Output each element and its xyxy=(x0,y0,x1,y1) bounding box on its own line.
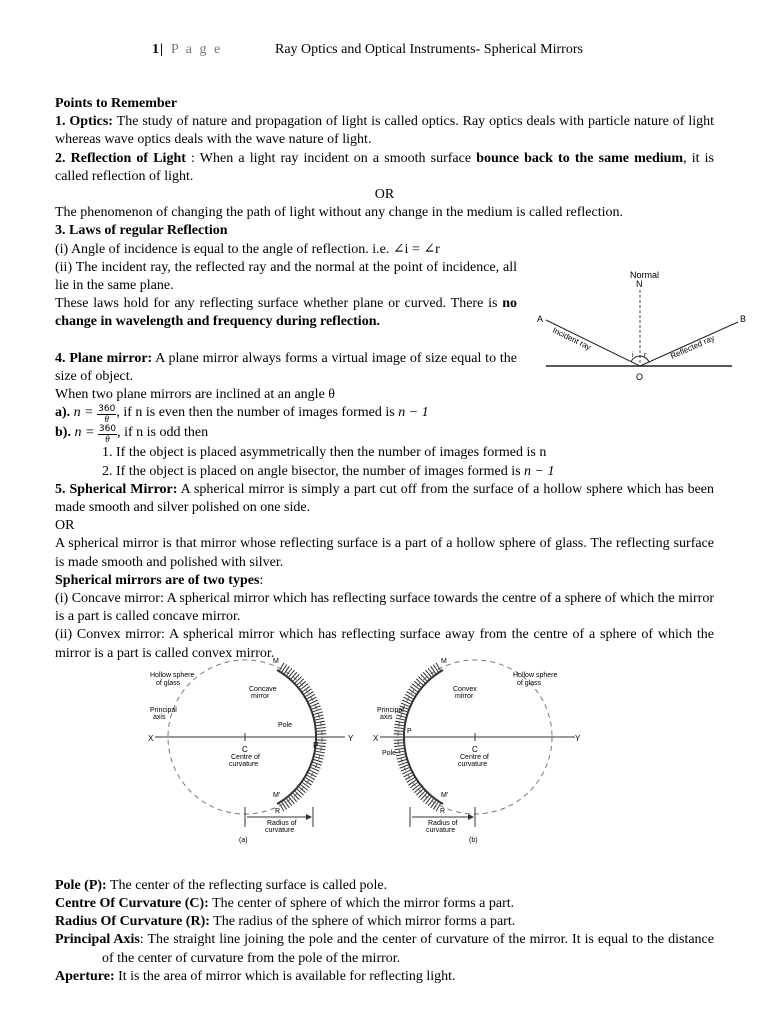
label-c-b: C xyxy=(472,744,478,754)
concave-mirror-diagram xyxy=(148,658,354,844)
pole-label-b: Pole xyxy=(382,749,397,757)
pole-label-a: Pole xyxy=(278,721,293,729)
label-incident-ray: Incident ray xyxy=(551,325,593,352)
radius-label-a2: curvature xyxy=(265,826,295,834)
case-1: 1. If the object is placed asymmetrically then the number of images formed is n xyxy=(102,445,547,461)
centre-label-b1: Centre of xyxy=(460,753,489,761)
fraction-b: $\frac{360}{\theta}$ xyxy=(98,424,117,445)
convex-definition: (ii) Convex mirror: A spherical mirror which has reflecting surface away from the centre of a sphere of which the mirror is a part is called convex mirror. xyxy=(55,627,714,661)
centre-label-b2: curvature xyxy=(458,760,488,768)
label-o: O xyxy=(636,372,644,382)
label-c-a: C xyxy=(242,744,248,754)
label-m-a: M xyxy=(273,657,279,665)
laws-heading: 3. Laws of regular Reflection xyxy=(55,223,228,239)
axis-definition: Principal Axis: The straight line joining the pole and the center of curvature of the mirror. It is equal to the distance of the center of curvature from the pole of the mirror. xyxy=(55,932,714,966)
label-r-a: R xyxy=(275,807,281,815)
formula-a: a). n = $\frac{360}{\theta}$ , if n is even then the number of images formed is n − 1 xyxy=(55,404,429,425)
label-m2-b: M' xyxy=(441,791,449,799)
concave-label-1: Concave xyxy=(249,685,277,693)
spherical-mirrors-figure xyxy=(55,657,714,863)
section-heading: Points to Remember xyxy=(55,96,178,111)
label-r-b: R xyxy=(440,807,446,815)
principal-label-a1: Principal xyxy=(150,706,177,714)
reflection-alt: The phenomenon of changing the path of light without any change in the medium is called reflection. xyxy=(55,205,624,221)
caption-a: (a) xyxy=(239,836,248,844)
hollow-label-b2: of glass xyxy=(517,679,542,687)
centre-label-a1: Centre of xyxy=(231,753,260,761)
hollow-label-a2: of glass xyxy=(156,679,181,687)
hollow-label-a1: Hollow sphere xyxy=(150,671,195,679)
law-2: (ii) The incident ray, the reflected ray and the normal at the point of incidence, all lie in the same plane. xyxy=(55,259,517,294)
principal-label-b2: axis xyxy=(380,713,393,721)
page-word: P a g e xyxy=(171,42,223,57)
or-divider: OR xyxy=(374,187,395,203)
aperture-definition: Aperture: It is the area of mirror which is available for reflecting light. xyxy=(55,968,456,984)
label-normal: Normal xyxy=(630,270,660,280)
page-number: 1 xyxy=(152,42,159,57)
convex-mirror-diagram xyxy=(373,658,581,844)
reflection-label: 2. Reflection of Light xyxy=(55,150,186,166)
label-b: B xyxy=(740,314,747,324)
reflection-paragraph: 2. Reflection of Light : When a light ray incident on a smooth surface bounce back to the same medium, it is called reflection of light. xyxy=(55,150,714,184)
caption-b: (b) xyxy=(469,836,478,844)
mirrors-diagram xyxy=(55,657,714,863)
formula-b: b). n = $\frac{360}{\theta}$ , if n is odd then xyxy=(55,424,209,445)
page-content xyxy=(55,95,714,986)
law-3: These laws hold for any reflecting surface whether plane or curved. There is no change in wavelength and frequency during reflection. xyxy=(55,296,517,330)
radius-label-b1: Radius of xyxy=(428,819,458,827)
page-separator: | xyxy=(160,42,164,57)
spherical-mirror-paragraph: 5. Spherical Mirror: A spherical mirror is simply a part cut off from the surface of a hollow sphere which has been made smooth and silver polished on one side. xyxy=(55,481,715,516)
label-n: N xyxy=(636,279,643,289)
label-x-b: X xyxy=(373,733,379,743)
fraction-a: $\frac{360}{\theta}$ xyxy=(98,404,116,425)
concave-label-2: mirror xyxy=(251,692,270,700)
label-p-b: P xyxy=(407,727,412,735)
centre-label-a2: curvature xyxy=(229,760,259,768)
label-i: i xyxy=(632,352,634,359)
label-r: r xyxy=(644,352,647,359)
types-heading: Spherical mirrors are of two types: xyxy=(55,572,264,588)
page-header xyxy=(0,42,768,62)
label-y-b: Y xyxy=(575,733,581,743)
label-p-a: P xyxy=(313,740,319,750)
label-reflected-ray: Reflected ray xyxy=(669,333,716,361)
radius-label-b2: curvature xyxy=(426,826,456,834)
plane-mirror-paragraph: 4. Plane mirror: A plane mirror always forms a virtual image of size equal to the size of object. xyxy=(55,350,518,385)
radius-definition: Radius Of Curvature (R): The radius of the sphere of which mirror forms a part. xyxy=(55,914,516,930)
concave-definition: (i) Concave mirror: A spherical mirror which has reflecting surface towards the centre of a sphere of which the mirror is a part is called concave mirror. xyxy=(55,591,714,625)
label-m2-a: M' xyxy=(273,791,281,799)
principal-label-b1: Principal xyxy=(377,706,404,714)
spherical-alt: A spherical mirror is that mirror whose reflecting surface is a part of a hollow sphere of glass. The reflecting surface is made smooth and polished with silver. xyxy=(55,536,714,570)
hollow-label-b1: Hollow sphere xyxy=(513,671,558,679)
label-m-b: M xyxy=(441,657,447,665)
radius-label-a1: Radius of xyxy=(267,819,297,827)
label-a: A xyxy=(537,314,544,324)
or-divider-2: OR xyxy=(55,518,75,534)
centre-definition: Centre Of Curvature (C): The center of sphere of which the mirror forms a part. xyxy=(55,896,515,912)
convex-label-1: Convex xyxy=(453,685,477,693)
header-title: Ray Optics and Optical Instruments- Spherical Mirrors xyxy=(275,42,583,57)
principal-label-a2: axis xyxy=(153,713,166,721)
pole-definition: Pole (P): The center of the reflecting surface is called pole. xyxy=(55,877,388,893)
label-y-a: Y xyxy=(348,733,354,743)
case-2: 2. If the object is placed on angle bisector, the number of images formed is n − 1 xyxy=(102,463,555,479)
optics-label: 1. Optics: xyxy=(55,114,113,130)
convex-label-2: mirror xyxy=(455,692,474,700)
incident-ray-line xyxy=(546,320,640,366)
law-1: (i) Angle of incidence is equal to the angle of reflection. i.e. ∠i = ∠r xyxy=(55,241,440,257)
label-x-a: X xyxy=(148,733,154,743)
inclined-mirrors: When two plane mirrors are inclined at an angle θ xyxy=(55,387,335,403)
optics-paragraph: 1. Optics: The study of nature and propagation of light is called optics. Ray optics deals with particle nature of light whereas wave optics deals with the wave nature of light. xyxy=(55,114,714,148)
reflection-law-diagram xyxy=(532,266,764,386)
